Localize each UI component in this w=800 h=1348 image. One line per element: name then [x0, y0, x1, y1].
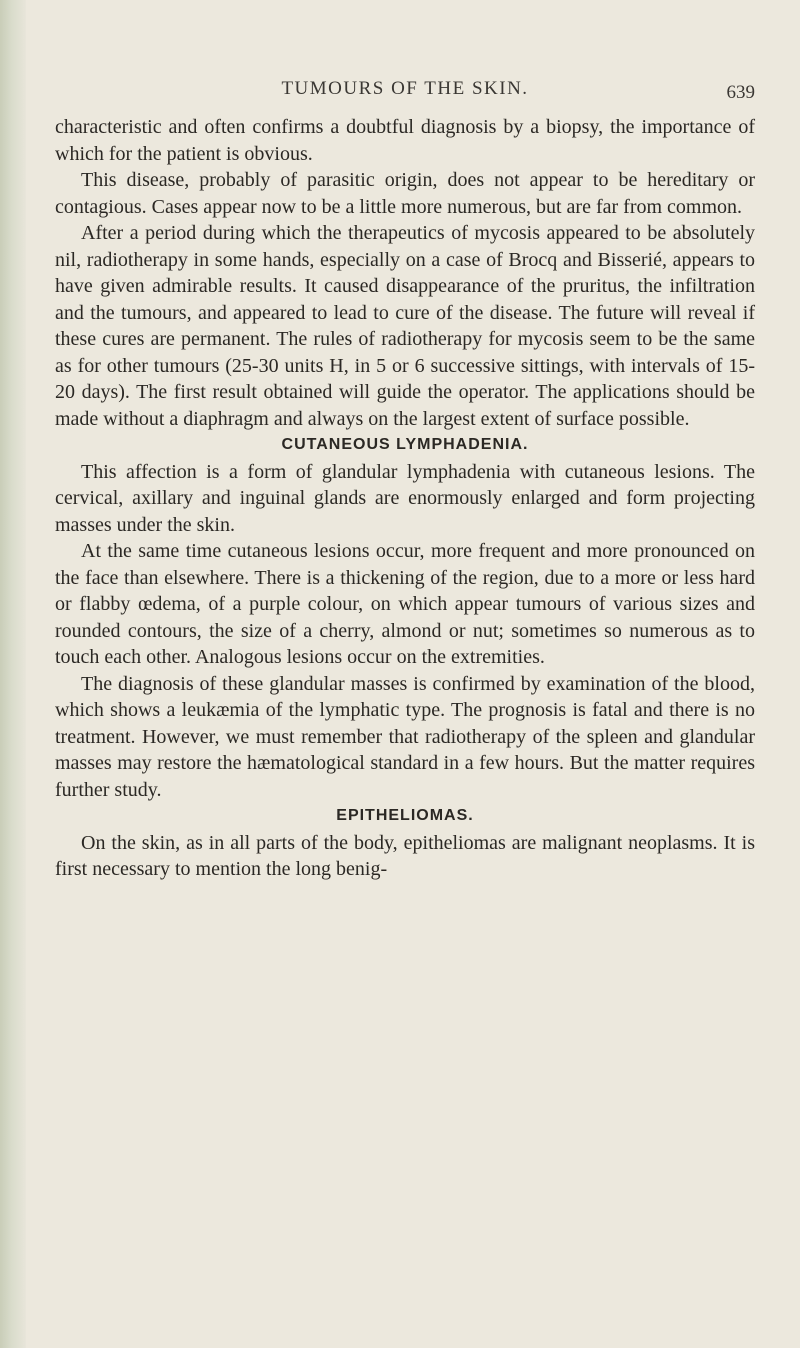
paragraph: characteristic and often confirms a doubtful diagnosis by a biopsy, the importance of which for the patient is obvious.: [55, 116, 755, 165]
paragraph: The diagnosis of these glandular masses is confirmed by examination of the blood, which shows a leukæmia of the lymphatic type. The prognosis is fatal and there is no treatment. However, we must remember that radiotherapy of the spleen and glandular masses may restore the hæmatological standard in a few hours. But the matter requires further study.: [55, 672, 755, 801]
paragraph: After a period during which the therapeutics of mycosis appeared to be absolutely nil, radiotherapy in some hands, especially on a case of Brocq and Bisserié, appears to have given admirable results. It caused disappearance of the pruritus, the infiltration and the tumours, and appeared to lead to cure of the disease. The future will reveal if these cures are permanent. The rules of radiotherapy for mycosis seem to be the same as for other tumours (25-30 units H, in 5 or 6 successive sittings, with intervals of 15-20 days). The first result obtained will guide the operator. The applications should be made without a diaphragm and always on the largest extent of surface possible.: [55, 222, 755, 430]
page-gutter-shadow: [0, 0, 26, 1348]
running-title: TUMOURS OF THE SKIN.: [281, 78, 529, 99]
paragraph: This disease, probably of parasitic origin, does not appear to be hereditary or contagious. Cases appear now to be a little more numerous, but are far from common.: [55, 169, 755, 218]
paragraph: At the same time cutaneous lesions occur, more frequent and more pronounced on the face than elsewhere. There is a thickening of the region, due to a more or less hard or flabby œdema, of a purple colour, on which appear tumours of various sizes and rounded contours, the size of a cherry, almond or nut; sometimes so numerous as to touch each other. Analogous lesions occur on the extremities.: [55, 540, 755, 668]
paragraph: On the skin, as in all parts of the body, epitheliomas are malignant neoplasms. It is first necessary to mention the long benig-: [55, 831, 755, 880]
section-heading-lymphadenia: CUTANEOUS LYMPHADENIA.: [281, 436, 529, 453]
paragraph: This affection is a form of glandular lymphadenia with cutaneous lesions. The cervical, axillary and inguinal glands are enormously enlarged and form projecting masses under the skin.: [55, 460, 755, 536]
section-heading-epitheliomas: EPITHELIOMAS.: [336, 807, 474, 824]
body-text: [55, 114, 755, 883]
page-number: 639: [726, 82, 755, 103]
running-head: [55, 78, 755, 108]
